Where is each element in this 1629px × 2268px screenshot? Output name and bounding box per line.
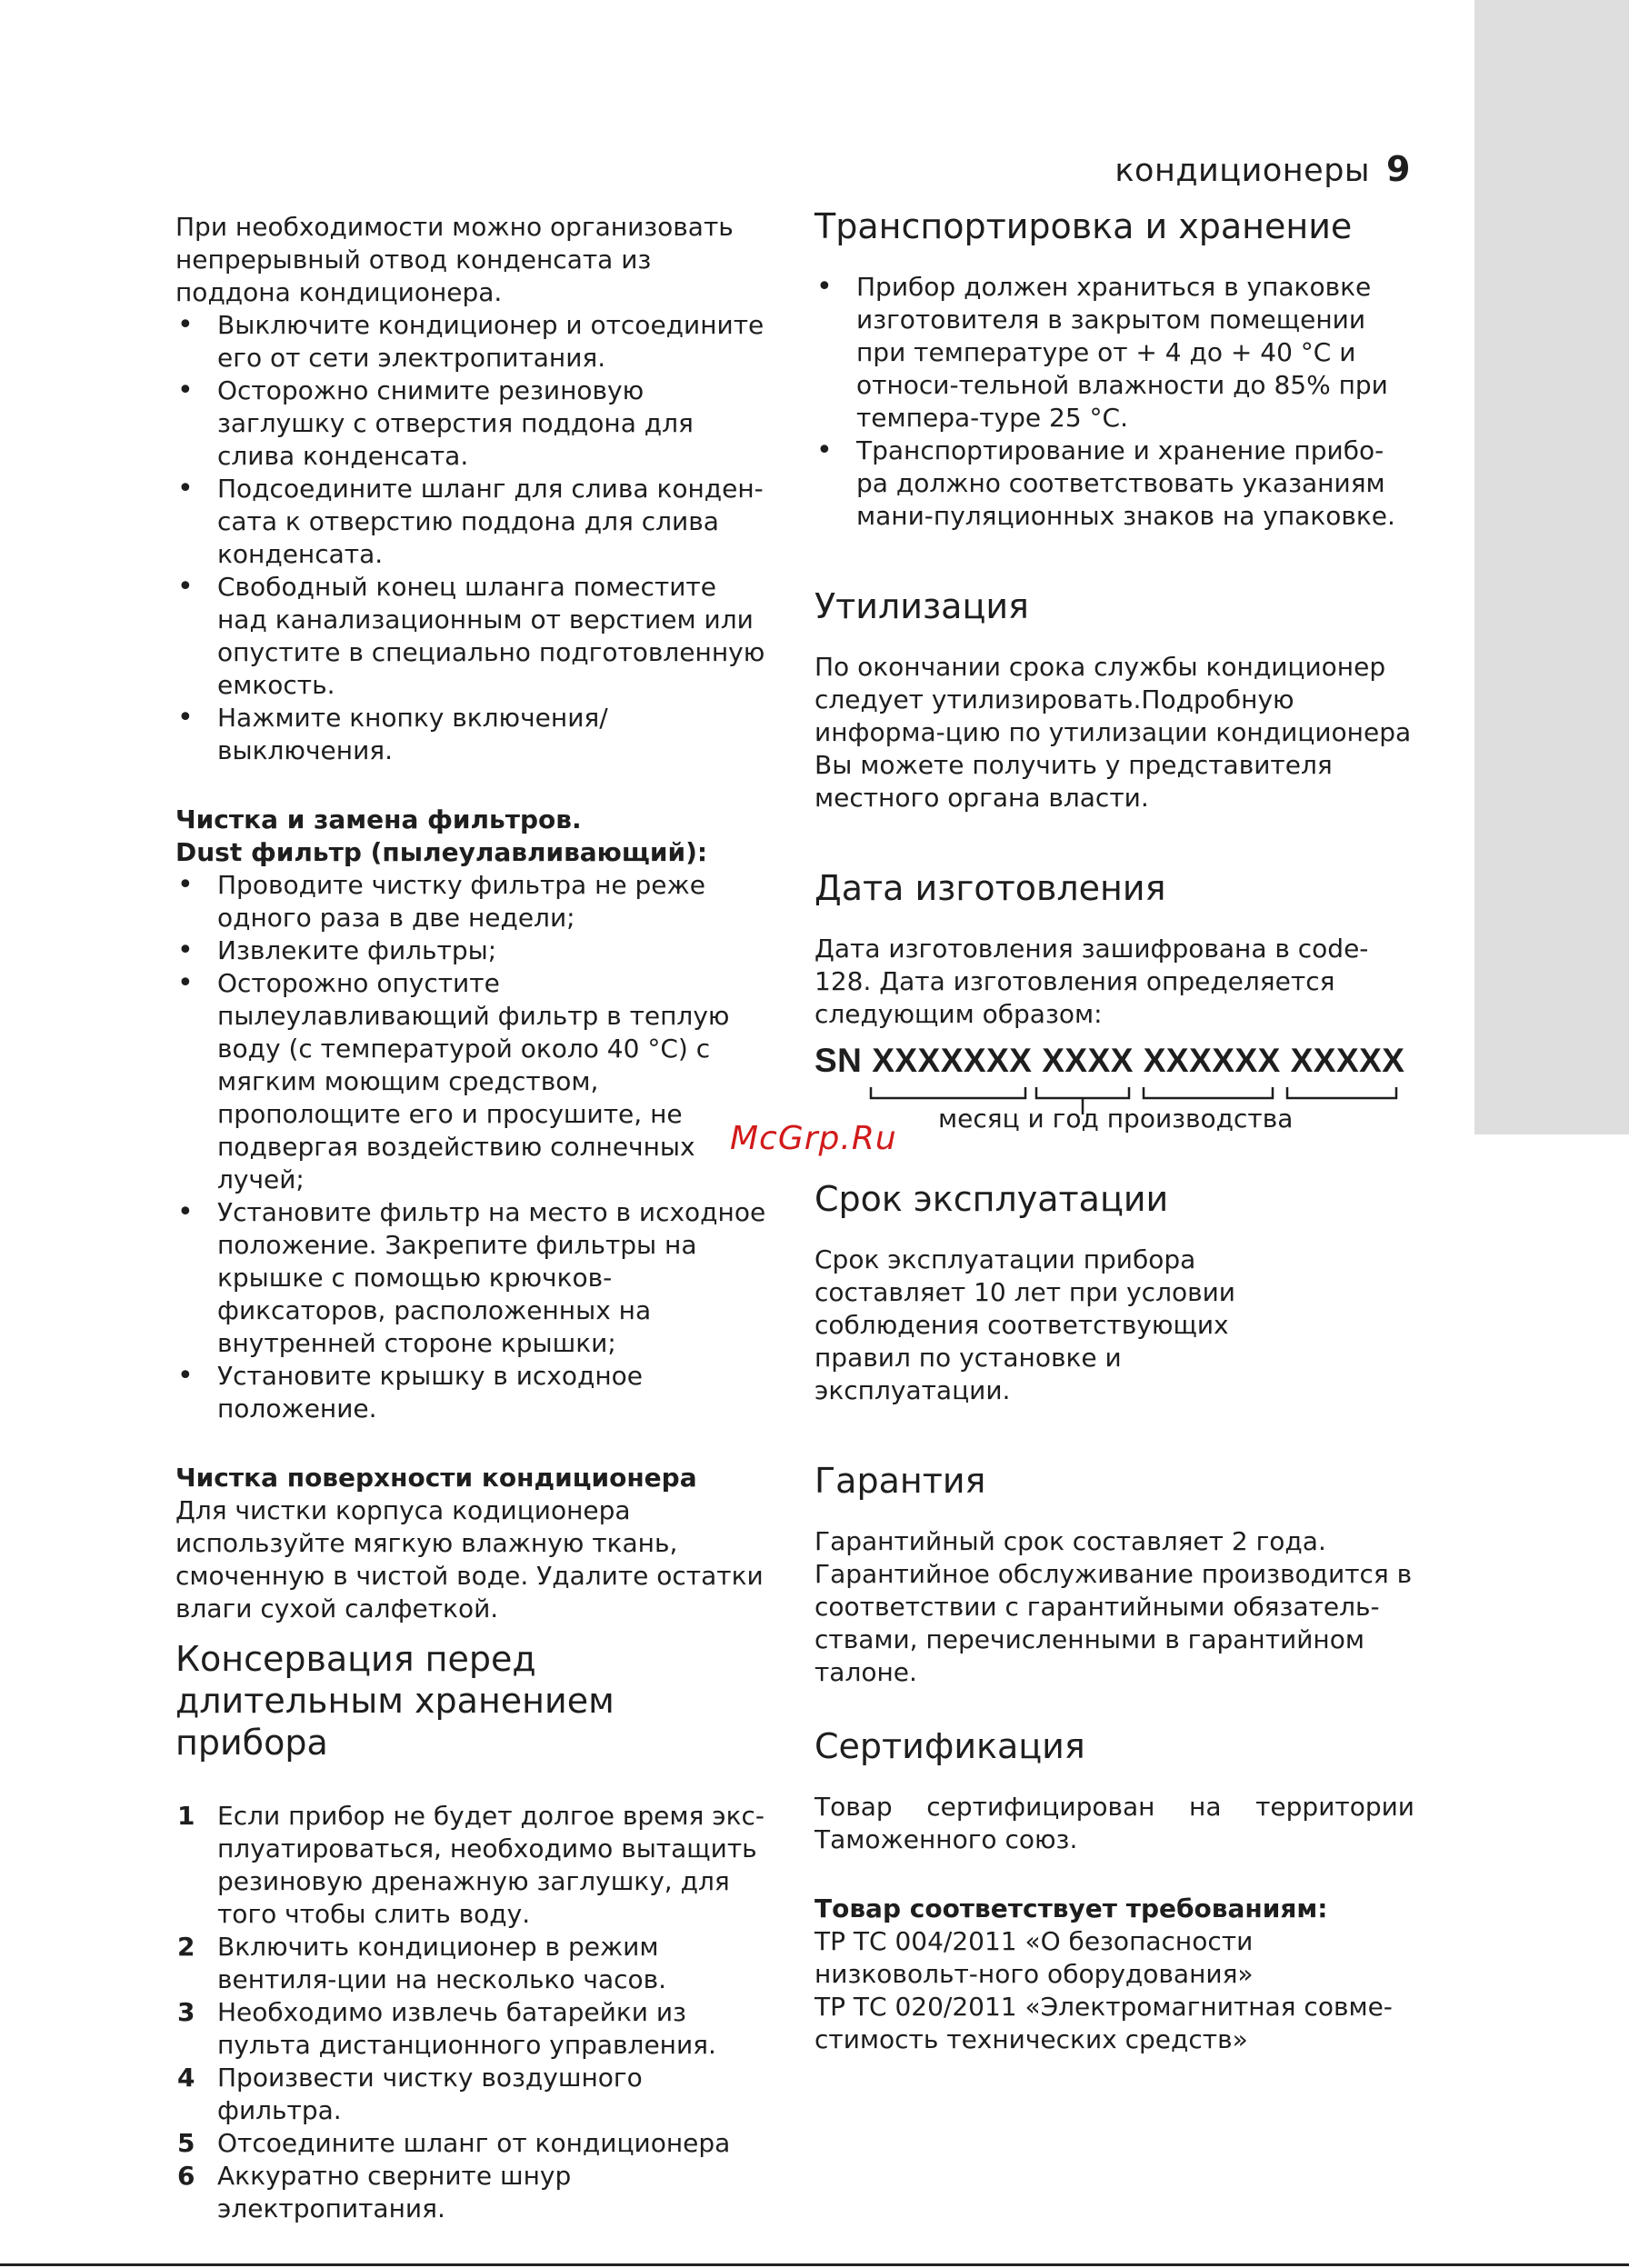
dust-filter-title: Dust фильтр (пылеулавливающий): [175,837,708,867]
list-item: • Осторожно снимите резиновую заглушку с отверстия поддона для слива конденсата. [175,375,771,473]
step-text: Необходимо извлечь батарейки из пульта дистанционного управления. [217,1997,716,2060]
drain-steps-list [175,309,771,767]
compliance-standard: ТР ТС 020/2011 «Электромагнитная совме-стимость технических средств» [814,1992,1393,2054]
list-item: • Выключите кондиционер и отсоедините его от сети электропитания. [175,309,771,375]
manufacture-date-title: Дата изготовления [814,868,1166,908]
numbered-item [175,2062,771,2127]
service-life-title: Срок эксплуатации [814,1179,1169,1219]
step-text: Если прибор не будет долгое время экс-плуатироваться, необходимо вытащить резиновую дренажную заглушку, для того чтобы слить воду. [217,1801,765,1929]
step-number: 4 [177,2063,195,2093]
list-item: • Установите крышку в исходное положение. [175,1360,771,1425]
transport-title: Транспортировка и хранение [814,206,1353,246]
sn-segment: XXXXXX [1143,1042,1281,1079]
step-number: 6 [177,2161,195,2191]
numbered-item [175,1931,771,1996]
bracket-segment-2 [1036,1087,1129,1098]
bracket-segment-1 [871,1087,1025,1098]
list-item: • Нажмите кнопку включения/выключения. [175,702,771,767]
manufacture-date-text: Дата изготовления зашифрована в code-128. Дата изготовления определяется следующим образом: [814,934,1369,1029]
filter-steps-list [175,869,771,1425]
disposal-text: По окончании срока службы кондиционер следует утилизировать.Подробную информа-цию по утилизации кондиционера Вы можете получить у представителя местного органа власти. [814,652,1412,813]
list-item: • Транспортирование и хранение прибо-ра должно соответствовать указаниям мани-пуляционных знаков на упаковке. [814,435,1414,533]
list-item: • Извлеките фильтры; [175,934,771,967]
disposal-title: Утилизация [814,586,1029,626]
sn-segment: XXXXXXX [872,1042,1033,1079]
storage-steps-list [175,1800,771,2225]
surface-cleaning-title: Чистка поверхности кондиционера [175,1463,697,1493]
step-text: Отсоедините шланг от кондиционера [217,2128,731,2158]
certification-title: Сертификация [814,1726,1085,1766]
certification-text-line-2: Таможенного союз. [814,1824,1078,1854]
bracket-segment-3 [1144,1087,1273,1098]
numbered-item [175,1996,771,2062]
left-column [175,211,771,2225]
step-number: 2 [177,1932,195,1962]
page-number: 9 [1386,149,1411,189]
bracket-segment-4 [1287,1087,1396,1098]
step-text: Включить кондиционер в режим вентиля-ции на несколько часов. [217,1932,667,1994]
section-title: кондиционеры [1114,153,1371,189]
side-tab-marker [1474,0,1629,1134]
right-column [814,205,1414,2056]
page-header [1114,149,1411,189]
sn-segment: XXXXX [1290,1042,1405,1079]
transport-list [814,271,1414,533]
warranty-text: Гарантийный срок составляет 2 года. Гарантийное обслуживание производится в соответствии с гарантийными обязатель-ствами, перечисленными в гарантийном талоне. [814,1526,1413,1687]
numbered-item [175,2127,771,2160]
list-item: • Проводите чистку фильтра не реже одного раза в две недели; [175,869,771,934]
step-number: 3 [177,1997,195,2027]
sn-caption: месяц и год производства [938,1104,1294,1134]
compliance-title: Товар соответствует требованиям: [814,1893,1328,1923]
serial-number-diagram [814,1042,1414,1149]
list-item: • Свободный конец шланга поместите над канализационным от верстием или опустите в специально подготовленную емкость. [175,571,771,702]
list-item: • Установите фильтр на место в исходное положение. Закрепите фильтры на крышке с помощью крючков-фиксаторов, расположенных на внутренней стороне крышки; [175,1196,771,1360]
step-text: Произвести чистку воздушного фильтра. [217,2063,643,2125]
filters-title: Чистка и замена фильтров. [175,804,582,834]
step-text: Аккуратно сверните шнур электропитания. [217,2161,572,2223]
list-item: • Прибор должен храниться в упаковке изготовителя в закрытом помещении при температуре от + 4 до + 40 °С и относи-тельной влажности до 85% при темпера-туре 25 °С. [814,271,1414,435]
list-item: • Осторожно опустите пылеулавливающий фильтр в теплую воду (с температурой около 40 °С) с мягким моющим средством, прополощите его и просушите, не подвергая воздействию солнечных лучей; [175,967,771,1196]
service-life-text: Срок эксплуатации прибора составляет 10 лет при условии соблюдения соответствующих правил по установке и эксплуатации. [814,1244,1235,1405]
certification-text-line-1: Товар сертифицирован на территории [814,1792,1414,1822]
warranty-title: Гарантия [814,1461,986,1501]
numbered-item [175,2160,771,2225]
numbered-item [175,1800,771,1931]
list-item: • Подсоедините шланг для слива конден-сата к отверстию поддона для слива конденсата. [175,473,771,571]
compliance-standard: ТР ТС 004/2011 «О безопасности низковольт-ного оборудования» [814,1926,1254,1989]
watermark: McGrp.Ru [730,1120,897,1157]
sn-prefix: SN [814,1042,863,1079]
sn-segment: XXXX [1042,1042,1134,1079]
storage-title: Консервация перед длительным хранением прибора [175,1639,615,1763]
bottom-divider [0,2263,1629,2266]
surface-cleaning-text: Для чистки корпуса кодиционера используйте мягкую влажную ткань, смоченную в чистой воде. Удалите остатки влаги сухой салфеткой. [175,1495,764,1624]
drain-intro: При необходимости можно организовать непрерывный отвод конденсата из поддона кондиционера. [175,212,734,307]
step-number: 5 [177,2128,195,2158]
step-number: 1 [177,1801,195,1831]
